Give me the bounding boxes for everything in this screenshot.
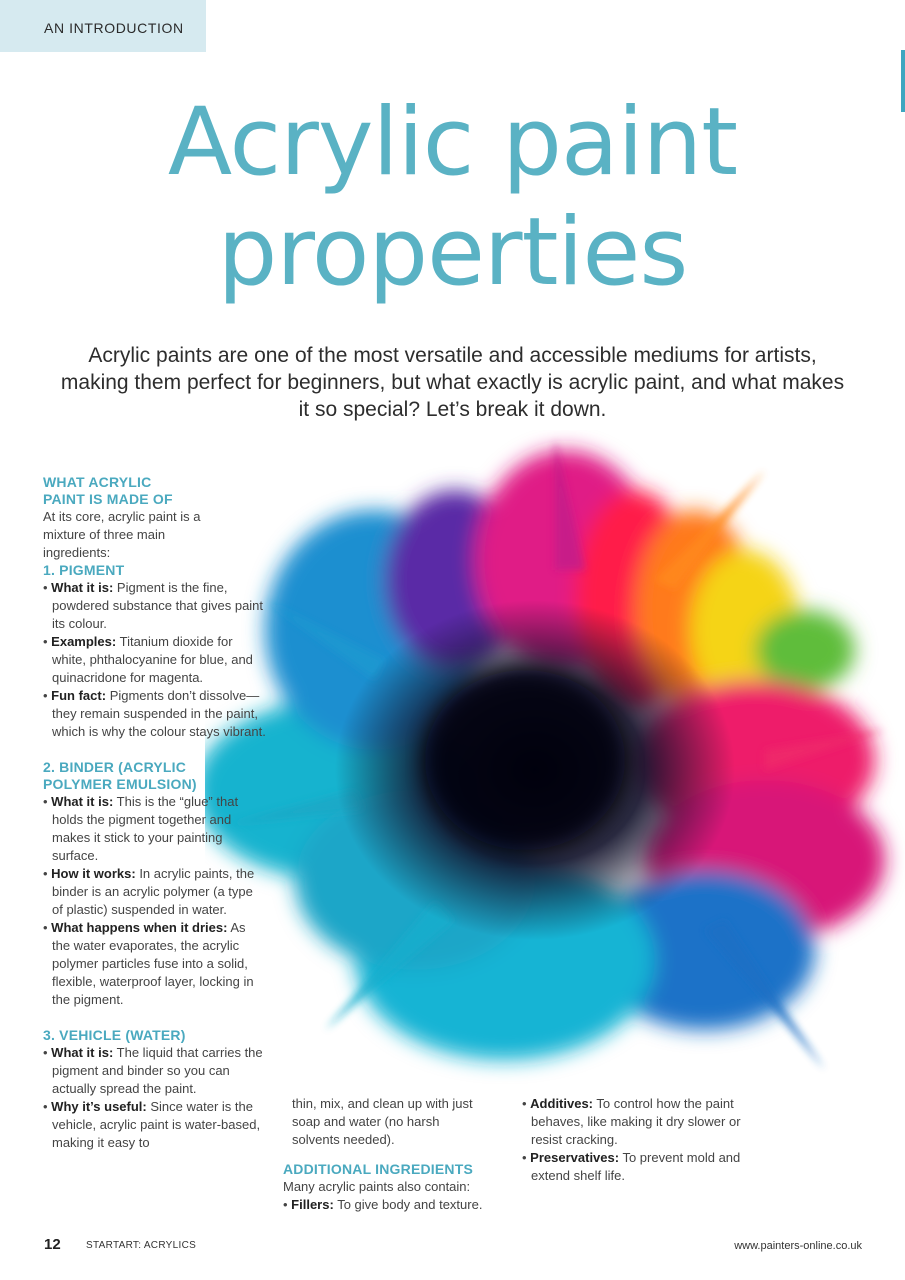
intro-text: At its core, acrylic paint is a mixture of three main ingredients:: [43, 509, 201, 560]
binder-bullet: • What it is: This is the “glue” that holds the pigment together and makes it stick to your painting surface.: [43, 794, 239, 863]
column-2: [283, 1095, 505, 1214]
vehicle-bullet: • What it is: The liquid that carries the pigment and binder so you can actually spread the paint.: [43, 1045, 263, 1096]
standfirst: Acrylic paints are one of the most versatile and accessible mediums for artists, making them perfect for beginners, but what exactly is acrylic paint, and what makes it so special? Let’s break it down.: [60, 344, 845, 421]
page-title: [0, 88, 905, 308]
pigment-bullet: • Fun fact: Pigments don’t dissolve—they remain suspended in the paint, which is why the colour stays vibrant.: [43, 688, 266, 739]
binder-bullet: • What happens when it dries: As the water evaporates, the acrylic polymer particles fuse into a solid, flexible, waterproof layer, locking in the pigment.: [43, 920, 254, 1007]
column-3: [522, 1095, 742, 1185]
title-line-2: properties: [217, 198, 688, 307]
website-link[interactable]: www.painters-online.co.uk: [734, 1240, 862, 1252]
continuation-text: thin, mix, and clean up with just soap and water (no harsh solvents needed).: [292, 1096, 473, 1147]
pigment-heading: 1. PIGMENT: [43, 562, 125, 578]
title-line-1: Acrylic paint: [167, 88, 738, 197]
preservatives-bullet: • Preservatives: To prevent mold and extend shelf life.: [522, 1150, 741, 1183]
publication-name: STARTART: ACRYLICS: [86, 1240, 197, 1251]
additional-intro: Many acrylic paints also contain:: [283, 1179, 471, 1194]
vehicle-heading: 3. VEHICLE (WATER): [43, 1027, 186, 1043]
pigment-bullet: • Examples: Titanium dioxide for white, phthalocyanine for blue, and quinacridone for magenta.: [43, 634, 253, 685]
section-tab: AN INTRODUCTION: [0, 0, 206, 52]
pigment-bullet: • What it is: Pigment is the fine, powdered substance that gives paint its colour.: [43, 580, 264, 631]
column-1: [43, 474, 266, 1152]
section-heading-made-of: WHAT ACRYLIC PAINT IS MADE OF: [43, 474, 173, 507]
binder-bullet: • How it works: In acrylic paints, the binder is an acrylic polymer (a type of plastic) suspended in water.: [43, 866, 255, 917]
binder-heading: 2. BINDER (ACRYLIC POLYMER EMULSION): [43, 759, 197, 792]
paint-powder-explosion-image: [205, 430, 905, 1090]
fillers-bullet: • Fillers: To give body and texture.: [283, 1197, 483, 1212]
additional-ingredients-heading: ADDITIONAL INGREDIENTS: [283, 1161, 474, 1177]
page-number: 12: [44, 1236, 61, 1253]
additives-bullet: • Additives: To control how the paint behaves, like making it dry slower or resist cracking.: [522, 1096, 741, 1147]
vehicle-bullet: • Why it’s useful: Since water is the vehicle, acrylic paint is water-based, making it easy to: [43, 1099, 261, 1150]
